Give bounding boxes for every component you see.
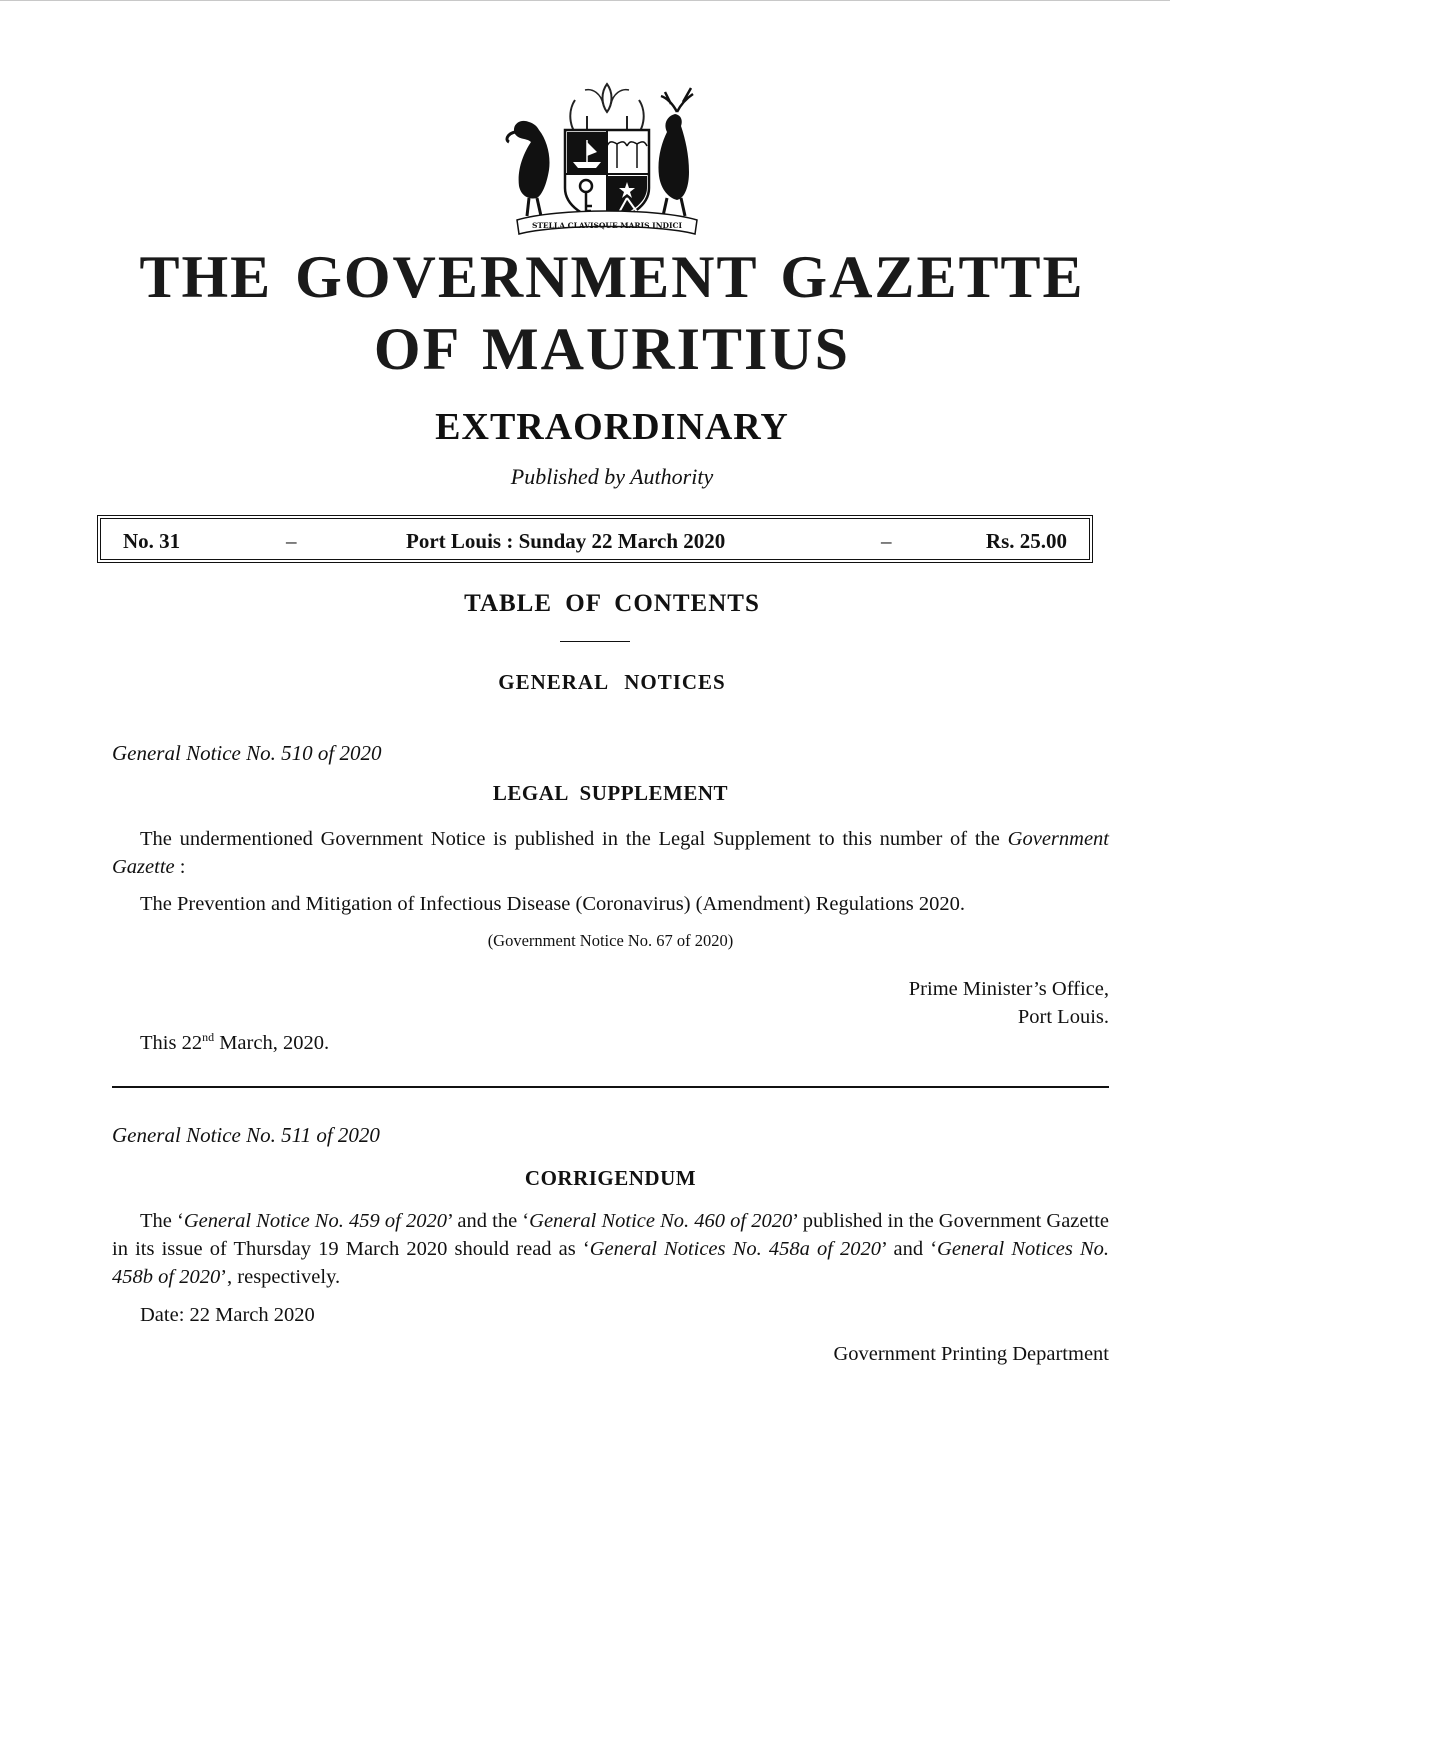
- issue-dash-left: –: [286, 529, 297, 553]
- notice-511-paragraph: [112, 1207, 1109, 1291]
- toc-heading: TABLE OF CONTENTS: [464, 590, 760, 617]
- notice-511-number: General Notice No. 511 of 2020: [112, 1123, 380, 1147]
- section-heading: GENERAL NOTICES: [498, 670, 726, 694]
- notice-510-paragraph: [112, 825, 1109, 881]
- edition-label: EXTRAORDINARY: [435, 406, 789, 448]
- regulation-title: The Prevention and Mitigation of Infectious Disease (Coronavirus) (Amendment) Regulations 2020.: [140, 893, 965, 915]
- date-suffix: March, 2020.: [214, 1032, 330, 1054]
- notice-510-number: General Notice No. 510 of 2020: [112, 741, 382, 765]
- government-notice-ref: (Government Notice No. 67 of 2020): [487, 931, 734, 950]
- issue-dash-right: –: [881, 529, 892, 553]
- notice-510-gazette-italic: Government Gazette: [112, 828, 1110, 878]
- issue-place-date: Port Louis : Sunday 22 March 2020: [406, 529, 726, 553]
- notice-510-date: [140, 1032, 329, 1055]
- italic-run: General Notices No. 458a of 2020: [589, 1238, 882, 1260]
- office-line-2: Port Louis.: [1017, 1006, 1109, 1028]
- gazette-title-line1: THE GOVERNMENT GAZETTE: [139, 244, 1085, 310]
- notice-511-signatory: Government Printing Department: [833, 1343, 1109, 1365]
- top-rule: [0, 0, 1170, 1]
- gazette-title-line2: OF MAURITIUS: [373, 316, 851, 382]
- issue-price: Rs. 25.00: [985, 529, 1067, 553]
- date-prefix: This 22: [140, 1032, 203, 1054]
- coat-of-arms-icon: [497, 82, 717, 242]
- office-line-1: Prime Minister’s Office,: [908, 978, 1109, 1000]
- issue-banner: [97, 515, 1093, 563]
- italic-run: General Notices No. 458b of 2020: [112, 1238, 1110, 1288]
- notice-separator: [112, 1086, 1109, 1088]
- issue-number: No. 31: [123, 529, 181, 553]
- date-ordinal: nd: [202, 1030, 215, 1044]
- notice-510-heading: LEGAL SUPPLEMENT: [492, 781, 729, 805]
- toc-divider: [560, 641, 630, 642]
- text-run: ’ published in the Government Gazette in its issue of Thursday 19 March 2020 should read as ‘: [112, 1210, 1109, 1260]
- notice-511-heading: CORRIGENDUM: [524, 1166, 697, 1190]
- svg-text:STELLA CLAVISQUE MARIS INDICI: STELLA CLAVISQUE MARIS INDICI: [531, 221, 683, 230]
- published-by: Published by Authority: [510, 464, 714, 489]
- italic-run: General Notice No. 460 of 2020: [529, 1210, 793, 1232]
- text-run: The ‘: [140, 1210, 184, 1232]
- notice-511-date: Date: 22 March 2020: [140, 1304, 315, 1326]
- italic-run: General Notice No. 459 of 2020: [183, 1210, 447, 1232]
- text-run: ’, respectively.: [220, 1266, 341, 1288]
- notice-510-lead: The undermentioned Government Notice is published in the Legal Supplement to this number of the: [140, 828, 1000, 850]
- text-run: ’ and the ‘: [446, 1210, 530, 1232]
- notice-510-colon: :: [174, 856, 186, 878]
- text-run: ’ and ‘: [881, 1238, 938, 1260]
